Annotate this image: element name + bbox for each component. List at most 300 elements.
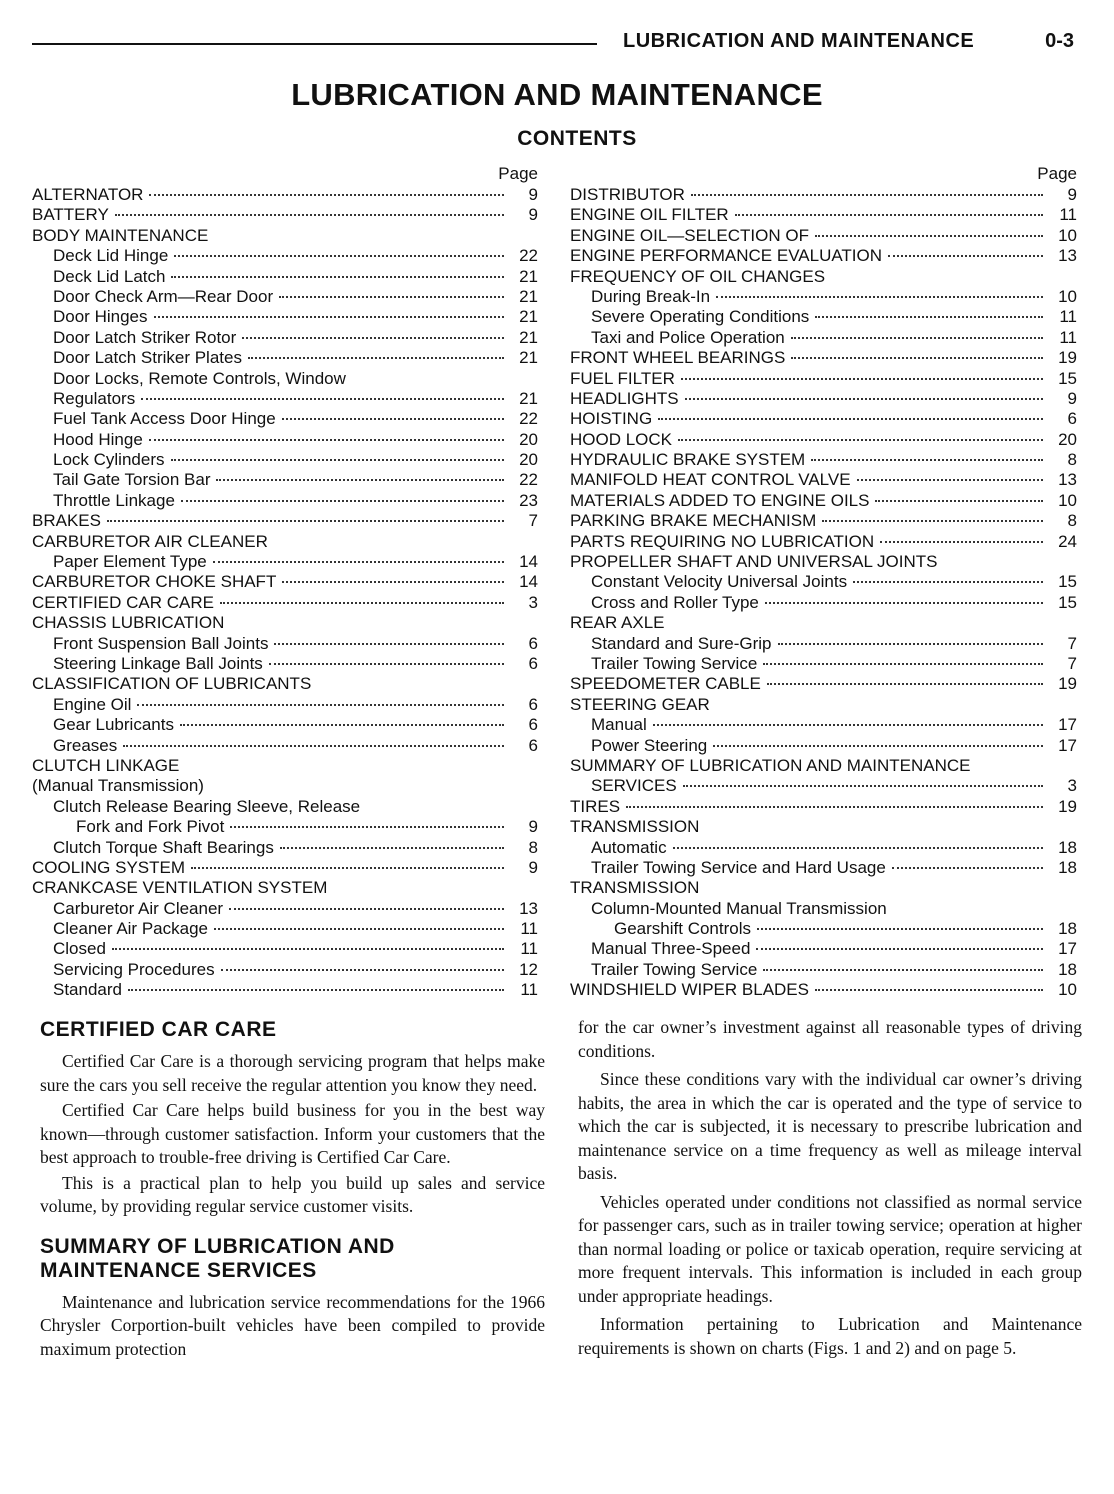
toc-entry-label: CARBURETOR CHOKE SHAFT xyxy=(32,572,277,592)
toc-entry-label: MATERIALS ADDED TO ENGINE OILS xyxy=(570,490,870,510)
toc-entry-page: 21 xyxy=(519,348,538,368)
dot-leader xyxy=(274,643,504,645)
toc-entry xyxy=(570,899,1077,919)
toc-entry-page: 20 xyxy=(1058,429,1077,449)
toc-entry-page: 11 xyxy=(520,919,538,939)
toc-entry-page: 15 xyxy=(1058,368,1077,388)
dot-leader xyxy=(115,214,504,216)
dot-leader xyxy=(242,337,504,339)
toc-entry-page: 14 xyxy=(519,552,538,572)
toc-entry-page: 9 xyxy=(1067,185,1077,204)
toc-entry-label: BRAKES xyxy=(32,511,101,531)
toc-entry-label: Trailer Towing Service xyxy=(591,959,758,979)
toc-entry-page: 11 xyxy=(520,980,538,1000)
toc-entry-page: 8 xyxy=(1067,511,1077,531)
toc-left-column xyxy=(32,163,538,1001)
dot-leader xyxy=(691,194,1043,196)
toc-entry xyxy=(32,756,538,776)
toc-entry xyxy=(570,389,1077,409)
toc-entry-page: 18 xyxy=(1058,919,1077,939)
toc-entry xyxy=(570,532,1077,552)
toc-entry-page: 13 xyxy=(1058,470,1077,490)
toc-entry-page: 18 xyxy=(1058,959,1077,979)
dot-leader xyxy=(149,194,504,196)
dot-leader xyxy=(282,581,504,583)
toc-entry-label: CHASSIS LUBRICATION xyxy=(32,613,225,633)
toc-entry-page: 7 xyxy=(528,511,538,531)
toc-entry xyxy=(32,838,538,858)
toc-entry xyxy=(570,593,1077,613)
right-text-section xyxy=(578,1016,1082,1362)
toc-entry-page: 6 xyxy=(1067,409,1077,429)
toc-entry xyxy=(570,858,1077,878)
toc-entry-label: PARTS REQUIRING NO LUBRICATION xyxy=(570,531,875,551)
dot-leader xyxy=(857,479,1043,481)
summary-heading: SUMMARY OF LUBRICATION AND MAINTENANCE SERVICES xyxy=(40,1234,395,1282)
dot-leader xyxy=(716,296,1043,298)
toc-entry xyxy=(570,470,1077,490)
toc-entry xyxy=(570,226,1077,246)
toc-entry-label: CERTIFIED CAR CARE xyxy=(32,592,214,612)
toc-entry-page: 17 xyxy=(1058,735,1077,755)
toc-entry-label: MANIFOLD HEAT CONTROL VALVE xyxy=(570,470,851,490)
toc-entry-label: PROPELLER SHAFT AND UNIVERSAL JOINTS xyxy=(570,552,938,572)
dot-leader xyxy=(626,806,1043,808)
toc-entry-label: TRANSMISSION xyxy=(570,817,700,837)
toc-entry xyxy=(570,491,1077,511)
toc-entry xyxy=(570,328,1077,348)
dot-leader xyxy=(681,378,1043,380)
toc-entry-page: 23 xyxy=(519,490,538,510)
toc-entry xyxy=(570,450,1077,470)
toc-entry xyxy=(32,858,538,878)
certified-car-care-heading: CERTIFIED CAR CARE xyxy=(40,1018,277,1041)
toc-entry-page: 22 xyxy=(519,246,538,266)
toc-entry-label: Clutch Torque Shaft Bearings xyxy=(53,837,274,857)
toc-entry-page: 18 xyxy=(1058,857,1077,877)
toc-entry xyxy=(570,409,1077,429)
dot-leader xyxy=(191,867,504,869)
toc-entry-label: Carburetor Air Cleaner xyxy=(53,898,224,918)
paragraph: Vehicles operated under conditions not classified as normal service for passenger cars, such as in trailer towing service; operation at higher than normal loading or police or taxicab operation, require servicing at more frequent intervals. This information is included in each group under appropriate headings. xyxy=(578,1191,1082,1306)
toc-entry xyxy=(570,817,1077,837)
toc-entry xyxy=(570,613,1077,633)
toc-entry-label: HEADLIGHTS xyxy=(570,388,679,408)
dot-leader xyxy=(216,479,504,481)
dot-leader xyxy=(875,500,1043,502)
dot-leader xyxy=(229,908,504,910)
toc-entry-page: 15 xyxy=(1058,592,1077,612)
toc-entry-label: Hood Hinge xyxy=(53,429,143,449)
toc-entry-label: TIRES xyxy=(570,796,621,816)
toc-entry-page: 6 xyxy=(528,694,538,714)
dot-leader xyxy=(735,214,1043,216)
dot-leader xyxy=(221,969,504,971)
toc-entry xyxy=(570,205,1077,225)
toc-entry-page: 12 xyxy=(519,959,538,979)
toc-entry-page: 20 xyxy=(519,450,538,470)
toc-entry xyxy=(570,695,1077,715)
toc-entry-label: ALTERNATOR xyxy=(32,185,144,204)
toc-entry-page: 10 xyxy=(1058,286,1077,306)
toc-entry-page: 7 xyxy=(1067,633,1077,653)
toc-entry-label: Servicing Procedures xyxy=(53,959,215,979)
toc-entry xyxy=(32,267,538,287)
dot-leader xyxy=(280,847,504,849)
toc-entry-label: Tail Gate Torsion Bar xyxy=(53,470,211,490)
dot-leader xyxy=(154,316,505,318)
toc-entry-label: Standard and Sure-Grip xyxy=(591,633,772,653)
running-header xyxy=(32,30,1074,56)
toc-entry-page: 6 xyxy=(528,715,538,735)
toc-entry-label: COOLING SYSTEM xyxy=(32,857,186,877)
toc-page-label: Page xyxy=(1037,164,1077,183)
dot-leader xyxy=(778,643,1044,645)
page-number: 0-3 xyxy=(1045,30,1074,52)
toc-entry xyxy=(32,960,538,980)
toc-entry xyxy=(570,307,1077,327)
toc-entry-page: 21 xyxy=(519,266,538,286)
dot-leader xyxy=(811,459,1043,461)
dot-leader xyxy=(815,316,1043,318)
toc-entry-label: Severe Operating Conditions xyxy=(591,307,810,327)
toc-entry-label: STEERING GEAR xyxy=(570,694,710,714)
dot-leader xyxy=(685,398,1043,400)
toc-entry xyxy=(32,307,538,327)
dot-leader xyxy=(123,745,504,747)
toc-entry-label: DISTRIBUTOR xyxy=(570,185,685,204)
toc-entry-page: 11 xyxy=(1059,327,1077,347)
toc-entry-label: REAR AXLE xyxy=(570,613,665,633)
dot-leader xyxy=(658,418,1043,420)
toc-entry xyxy=(570,185,1077,205)
toc-entry-label: Door Locks, Remote Controls, Window xyxy=(53,368,346,388)
toc-entry xyxy=(32,185,538,205)
toc-entry-page: 3 xyxy=(528,592,538,612)
dot-leader xyxy=(673,847,1043,849)
toc-entry xyxy=(32,409,538,429)
toc-left-list xyxy=(32,185,538,1001)
toc-entry xyxy=(570,246,1077,266)
toc-entry-label: Manual xyxy=(591,715,647,735)
toc-entry xyxy=(32,797,538,817)
dot-leader xyxy=(888,255,1043,257)
toc-page-label: Page xyxy=(498,164,538,183)
toc-entry-label: CRANKCASE VENTILATION SYSTEM xyxy=(32,878,328,898)
dot-leader xyxy=(683,785,1043,787)
toc-entry-label: CLASSIFICATION OF LUBRICANTS xyxy=(32,674,312,694)
toc-entry-label: SPEEDOMETER CABLE xyxy=(570,674,761,694)
toc-entry-label: Engine Oil xyxy=(53,694,132,714)
toc-entry-label: Deck Lid Hinge xyxy=(53,246,169,266)
toc-entry-label: Door Latch Striker Plates xyxy=(53,348,242,368)
toc-entry-label: ENGINE OIL FILTER xyxy=(570,205,729,225)
dot-leader xyxy=(128,989,504,991)
dot-leader xyxy=(653,724,1043,726)
toc-entry xyxy=(32,226,538,246)
toc-entry xyxy=(32,695,538,715)
toc-entry xyxy=(570,756,1077,776)
toc-entry-label: ENGINE PERFORMANCE EVALUATION xyxy=(570,246,883,266)
toc-entry xyxy=(32,552,538,572)
toc-entry xyxy=(32,776,538,796)
toc-entry-label: ENGINE OIL—SELECTION OF xyxy=(570,225,809,245)
toc-entry-label: Taxi and Police Operation xyxy=(591,327,785,347)
dot-leader xyxy=(107,520,504,522)
dot-leader xyxy=(230,826,504,828)
toc-entry-label: Steering Linkage Ball Joints xyxy=(53,653,263,673)
dot-leader xyxy=(756,948,1043,950)
dot-leader xyxy=(767,683,1043,685)
toc-entry xyxy=(32,674,538,694)
toc-entry-page: 9 xyxy=(528,857,538,877)
dot-leader xyxy=(269,663,504,665)
paragraph: Since these conditions vary with the individual car owner’s driving habits, the area in which the car is operated and the type of service to which the car is subjected, it is necessary to prescribe lubrication and maintenance service on a time frequency as well as mileage interval basis. xyxy=(578,1069,1082,1183)
dot-leader xyxy=(763,969,1043,971)
toc-entry-label: Greases xyxy=(53,735,118,755)
toc-entry xyxy=(32,899,538,919)
toc-entry xyxy=(570,348,1077,368)
paragraph: Information pertaining to Lubrication and Maintenance requirements is shown on charts (Figs. 1 and 2) and on page 5. xyxy=(578,1314,1082,1358)
dot-leader xyxy=(880,541,1043,543)
dot-leader xyxy=(214,928,504,930)
toc-entry-label: Front Suspension Ball Joints xyxy=(53,633,269,653)
dot-leader xyxy=(892,867,1043,869)
toc-entry-label: Door Hinges xyxy=(53,307,148,327)
toc-entry xyxy=(32,817,538,837)
toc-entry-label: Constant Velocity Universal Joints xyxy=(591,572,848,592)
toc-entry xyxy=(32,939,538,959)
toc-entry xyxy=(32,450,538,470)
toc-entry-page: 8 xyxy=(528,837,538,857)
toc-entry-page: 10 xyxy=(1058,225,1077,245)
toc-entry-label: HYDRAULIC BRAKE SYSTEM xyxy=(570,450,806,470)
toc-entry-page: 6 xyxy=(528,735,538,755)
dot-leader xyxy=(791,337,1043,339)
toc-entry-label: Automatic xyxy=(591,837,667,857)
toc-entry-page: 22 xyxy=(519,470,538,490)
toc-entry xyxy=(32,878,538,898)
toc-entry-page: 19 xyxy=(1058,348,1077,368)
toc-entry-label: WINDSHIELD WIPER BLADES xyxy=(570,980,809,1000)
toc-entry-label: SERVICES xyxy=(591,776,677,796)
toc-entry-label: Gear Lubricants xyxy=(53,715,174,735)
toc-entry xyxy=(32,205,538,225)
toc-entry-label: Fork and Fork Pivot xyxy=(76,817,225,837)
paragraph: This is a practical plan to help you build up sales and service volume, by providing regular service customer visits. xyxy=(40,1172,545,1216)
toc-entry-page: 17 xyxy=(1058,939,1077,959)
dot-leader xyxy=(763,663,1043,665)
toc-entry-page: 19 xyxy=(1058,796,1077,816)
toc-entry-page: 7 xyxy=(1067,653,1077,673)
toc-entry-label: FRONT WHEEL BEARINGS xyxy=(570,348,786,368)
toc-entry-page: 21 xyxy=(519,307,538,327)
toc-entry xyxy=(32,634,538,654)
toc-entry-label: Power Steering xyxy=(591,735,708,755)
dot-leader xyxy=(141,398,504,400)
toc-entry xyxy=(32,511,538,531)
toc-entry xyxy=(32,328,538,348)
dot-leader xyxy=(171,276,504,278)
toc-entry xyxy=(570,838,1077,858)
toc-entry-label: During Break-In xyxy=(591,286,711,306)
dot-leader xyxy=(815,989,1043,991)
toc-entry-label: HOISTING xyxy=(570,409,653,429)
toc-entry-page: 21 xyxy=(519,388,538,408)
toc-entry-label: Trailer Towing Service and Hard Usage xyxy=(591,857,886,877)
toc-entry-page: 13 xyxy=(519,898,538,918)
toc-entry-page: 10 xyxy=(1058,980,1077,1000)
toc-entry-label: Trailer Towing Service xyxy=(591,653,758,673)
toc-entry-label: Standard xyxy=(53,980,122,1000)
toc-entry xyxy=(570,369,1077,389)
toc-entry-label: Door Check Arm—Rear Door xyxy=(53,286,274,306)
toc-entry xyxy=(570,878,1077,898)
toc-entry xyxy=(32,980,538,1000)
toc-entry-label: Clutch Release Bearing Sleeve, Release xyxy=(53,796,361,816)
dot-leader xyxy=(248,357,504,359)
toc-entry-label: Deck Lid Latch xyxy=(53,266,166,286)
toc-entry-label: Door Latch Striker Rotor xyxy=(53,327,237,347)
toc-entry-label: Closed xyxy=(53,939,106,959)
dot-leader xyxy=(149,439,504,441)
paragraph: Certified Car Care helps build business for you in the best way known—through customer satisfaction. Inform your customers that the best approach to trouble-free driving is Certified Car Care. xyxy=(40,1100,545,1167)
left-text-section xyxy=(40,1018,545,1363)
dot-leader xyxy=(757,928,1043,930)
toc-entry xyxy=(32,287,538,307)
paragraph: Maintenance and lubrication service recommendations for the 1966 Chrysler Corportion-built vehicles have been compiled to provide maximum protection xyxy=(40,1291,545,1359)
toc-entry-page: 9 xyxy=(528,185,538,204)
toc-entry-label: Fuel Tank Access Door Hinge xyxy=(53,409,276,429)
toc-entry-label: Regulators xyxy=(53,388,136,408)
toc-entry-label: Throttle Linkage xyxy=(53,490,175,510)
toc-entry xyxy=(32,246,538,266)
toc-entry-page: 11 xyxy=(520,939,538,959)
toc-entry-label: SUMMARY OF LUBRICATION AND MAINTENANCE xyxy=(570,755,971,775)
toc-entry xyxy=(32,369,538,389)
toc-entry-page: 21 xyxy=(519,327,538,347)
toc-entry-page: 9 xyxy=(528,817,538,837)
toc-entry xyxy=(32,532,538,552)
dot-leader xyxy=(815,235,1043,237)
running-header-title: LUBRICATION AND MAINTENANCE xyxy=(623,30,975,52)
toc-entry xyxy=(570,715,1077,735)
dot-leader xyxy=(678,439,1043,441)
toc-entry xyxy=(570,960,1077,980)
dot-leader xyxy=(137,704,504,706)
toc-entry-label: Manual Three-Speed xyxy=(591,939,751,959)
toc-entry xyxy=(570,430,1077,450)
toc-entry-page: 14 xyxy=(519,572,538,592)
paragraph: Certified Car Care is a thorough servicing program that helps make sure the cars you sell receive the regular attention you know they need. xyxy=(40,1051,545,1095)
paragraph: for the car owner’s investment against all reasonable types of driving conditions. xyxy=(578,1017,1082,1061)
toc-entry xyxy=(32,919,538,939)
toc-entry-page: 10 xyxy=(1058,490,1077,510)
toc-entry-label: BODY MAINTENANCE xyxy=(32,225,209,245)
toc-entry-page: 22 xyxy=(519,409,538,429)
dot-leader xyxy=(822,520,1043,522)
toc-entry xyxy=(32,654,538,674)
dot-leader xyxy=(220,602,504,604)
toc-entry xyxy=(32,491,538,511)
toc-entry xyxy=(570,797,1077,817)
toc-entry-page: 18 xyxy=(1058,837,1077,857)
toc-entry xyxy=(570,939,1077,959)
toc-entry xyxy=(32,389,538,409)
toc-right-column xyxy=(570,163,1077,1001)
toc-entry xyxy=(570,654,1077,674)
toc-entry-label: CARBURETOR AIR CLEANER xyxy=(32,531,268,551)
toc-entry xyxy=(32,715,538,735)
dot-leader xyxy=(713,745,1043,747)
toc-entry-page: 13 xyxy=(1058,246,1077,266)
toc-entry-page: 11 xyxy=(1059,205,1077,225)
toc-entry xyxy=(570,267,1077,287)
toc-entry xyxy=(570,919,1077,939)
contents-title: CONTENTS xyxy=(517,127,637,150)
toc-entry-label: Lock Cylinders xyxy=(53,450,165,470)
header-rule xyxy=(32,43,597,45)
dot-leader xyxy=(279,296,504,298)
toc-right-list xyxy=(570,185,1077,1001)
toc-entry-label: BATTERY xyxy=(32,205,109,225)
toc-entry xyxy=(570,776,1077,796)
toc-entry-label: Paper Element Type xyxy=(53,552,207,572)
dot-leader xyxy=(282,418,504,420)
toc-entry xyxy=(570,287,1077,307)
toc-entry-page: 9 xyxy=(528,205,538,225)
dot-leader xyxy=(180,724,504,726)
toc-entry-page: 15 xyxy=(1058,572,1077,592)
toc-entry-page: 11 xyxy=(1059,307,1077,327)
toc-entry-label: PARKING BRAKE MECHANISM xyxy=(570,511,817,531)
toc-entry-page: 9 xyxy=(1067,388,1077,408)
toc-entry-page: 6 xyxy=(528,653,538,673)
toc-entry-label: TRANSMISSION xyxy=(570,878,700,898)
toc-entry xyxy=(32,613,538,633)
toc-entry xyxy=(32,430,538,450)
toc-entry xyxy=(32,593,538,613)
toc-entry-label: HOOD LOCK xyxy=(570,429,673,449)
toc-entry-label: FUEL FILTER xyxy=(570,368,675,388)
toc-entry xyxy=(570,980,1077,1000)
toc-entry xyxy=(570,572,1077,592)
toc-entry-label: Column-Mounted Manual Transmission xyxy=(591,898,887,918)
dot-leader xyxy=(765,602,1043,604)
toc-entry-page: 24 xyxy=(1058,531,1077,551)
toc-entry xyxy=(570,634,1077,654)
toc-entry xyxy=(32,736,538,756)
toc-entry-page: 6 xyxy=(528,633,538,653)
toc-entry-label: CLUTCH LINKAGE xyxy=(32,755,180,775)
dot-leader xyxy=(181,500,504,502)
toc-entry xyxy=(570,511,1077,531)
dot-leader xyxy=(853,581,1043,583)
dot-leader xyxy=(213,561,504,563)
toc-entry-label: Gearshift Controls xyxy=(614,919,751,939)
toc-entry xyxy=(570,552,1077,572)
toc-entry-label: FREQUENCY OF OIL CHANGES xyxy=(570,266,826,286)
toc-entry-label: (Manual Transmission) xyxy=(32,776,204,796)
toc-entry xyxy=(570,674,1077,694)
toc-entry xyxy=(32,572,538,592)
toc-entry-page: 20 xyxy=(519,429,538,449)
toc-entry-page: 21 xyxy=(519,286,538,306)
page-title: LUBRICATION AND MAINTENANCE xyxy=(291,77,823,112)
dot-leader xyxy=(112,948,504,950)
toc-entry-label: Cleaner Air Package xyxy=(53,919,208,939)
toc-entry xyxy=(32,470,538,490)
